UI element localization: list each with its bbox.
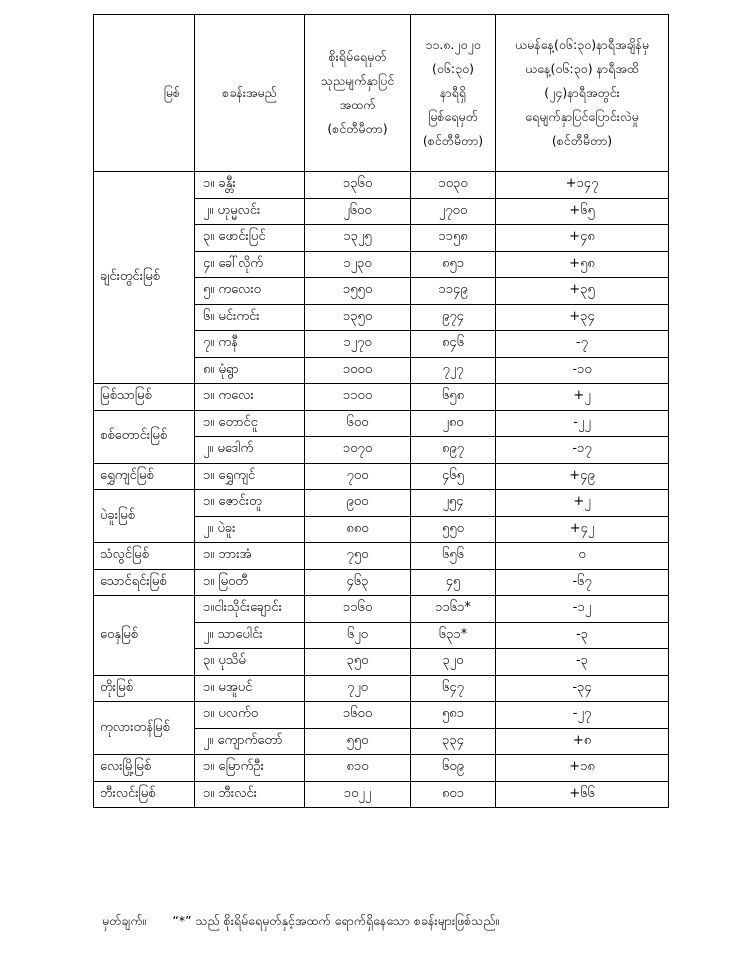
danger-level: ၁၃၂၅ bbox=[305, 225, 411, 252]
level-change: -၇ bbox=[496, 331, 669, 358]
level-change: -၁၀ bbox=[496, 357, 669, 384]
station-name: ၁။ ဘားအံ bbox=[195, 543, 305, 570]
river-name: ဝေနှမြစ် bbox=[94, 596, 195, 676]
station-name: ၁။ ပလက်ဝ bbox=[195, 702, 305, 729]
station-name: ၁။ မအူပင် bbox=[195, 675, 305, 702]
river-name: စစ်တောင်းမြစ် bbox=[94, 410, 195, 463]
danger-level: ၁၅၅၀ bbox=[305, 278, 411, 305]
danger-level: ၁၁၀၀ bbox=[305, 384, 411, 411]
header-river: မြစ် bbox=[94, 15, 195, 172]
footnote-text: “*” သည် စိုးရိမ်ရေမှတ်နှင့်အထက် ရောက်ရှိနေသော စခန်းများဖြစ်သည်။ bbox=[172, 913, 500, 928]
station-name: ၁။ ဇောင်းတူ bbox=[195, 490, 305, 517]
danger-level: ၁၀၂၂ bbox=[305, 781, 411, 808]
water-level: ၂၈၀ bbox=[411, 410, 496, 437]
station-name: ၂။ မဒေါက် bbox=[195, 437, 305, 464]
station-name: ၁။ ဘီးလင်း bbox=[195, 781, 305, 808]
station-name: ၆။ မင်းကင်း bbox=[195, 304, 305, 331]
water-level: ၅၈၁ bbox=[411, 702, 496, 729]
danger-level: ၇၀၀ bbox=[305, 463, 411, 490]
station-name: ၁။ မြဝတီ bbox=[195, 569, 305, 596]
river-name: ပဲခူးမြစ် bbox=[94, 490, 195, 543]
station-name: ၁။ ခန္တီး bbox=[195, 172, 305, 199]
level-change: ၀ bbox=[496, 543, 669, 570]
station-name: ၃။ ဖောင်းပြင် bbox=[195, 225, 305, 252]
table-row bbox=[94, 463, 669, 490]
header-station: စခန်းအမည် bbox=[195, 15, 305, 172]
water-level: ၆၅၆ bbox=[411, 543, 496, 570]
danger-level: ၄၆၃ bbox=[305, 569, 411, 596]
level-change: +၆၆ bbox=[496, 781, 669, 808]
table-row bbox=[94, 490, 669, 517]
water-level: ၆၄၇ bbox=[411, 675, 496, 702]
station-name: ၁။ ကလေး bbox=[195, 384, 305, 411]
water-level: ၃၂၀ bbox=[411, 649, 496, 676]
level-change: +၁၈ bbox=[496, 755, 669, 782]
water-level: ၇၂၇ bbox=[411, 357, 496, 384]
danger-level: ၇၅၀ bbox=[305, 543, 411, 570]
header-danger-level: စိုးရိမ်ရေမှတ် သုညမျက်နှာပြင် အထက် (စင်တီမီတာ) bbox=[305, 15, 411, 172]
station-name: ၂။ ဟုမ္မလင်း bbox=[195, 198, 305, 225]
water-level: ၈၅၁ bbox=[411, 251, 496, 278]
water-level-table bbox=[93, 14, 669, 808]
water-level: ၄၆၅ bbox=[411, 463, 496, 490]
danger-level: ၆၀၀ bbox=[305, 410, 411, 437]
water-level: ၈၀၁ bbox=[411, 781, 496, 808]
level-change: -၁၇ bbox=[496, 437, 669, 464]
footnote bbox=[102, 913, 499, 932]
level-change: -၂၇ bbox=[496, 702, 669, 729]
station-name: ၃။ ပုသိမ် bbox=[195, 649, 305, 676]
level-change: +၄၂ bbox=[496, 516, 669, 543]
level-change: +၅၈ bbox=[496, 251, 669, 278]
station-name: ၁။ တောင်ငူ bbox=[195, 410, 305, 437]
station-name: ၇။ ကနီ bbox=[195, 331, 305, 358]
water-level: ၆၃၁* bbox=[411, 622, 496, 649]
river-name: မြစ်သာမြစ် bbox=[94, 384, 195, 411]
water-level: ၃၃၄ bbox=[411, 728, 496, 755]
water-level: ၅၅၀ bbox=[411, 516, 496, 543]
header-water-level: ၁၁.၈.၂၀၂၀ (၀၆:၃၀) နာရီရှိ မြစ်ရေမှတ် (စင်တီမီတာ) bbox=[411, 15, 496, 172]
river-name: သောင်ရင်းမြစ် bbox=[94, 569, 195, 596]
level-change: +၄၈ bbox=[496, 225, 669, 252]
danger-level: ၁၂၃၀ bbox=[305, 251, 411, 278]
river-name: ဘီးလင်းမြစ် bbox=[94, 781, 195, 808]
water-level: ၆၀၉ bbox=[411, 755, 496, 782]
level-change: +၂ bbox=[496, 490, 669, 517]
station-name: ၈။ မုံရွာ bbox=[195, 357, 305, 384]
water-level: ၁၁၅၈ bbox=[411, 225, 496, 252]
water-level: ၂၇၀၀ bbox=[411, 198, 496, 225]
table-row bbox=[94, 569, 669, 596]
table-row bbox=[94, 596, 669, 623]
danger-level: ၃၅၀ bbox=[305, 649, 411, 676]
water-level: ၈၄၆ bbox=[411, 331, 496, 358]
level-change: -၃ bbox=[496, 622, 669, 649]
footnote-label: မှတ်ချက်။ bbox=[102, 913, 147, 928]
water-level: ၄၅ bbox=[411, 569, 496, 596]
level-change: -၂၂ bbox=[496, 410, 669, 437]
level-change: +၃၄ bbox=[496, 304, 669, 331]
station-name: ၁။ မြောက်ဦး bbox=[195, 755, 305, 782]
water-level: ၉၇၄ bbox=[411, 304, 496, 331]
level-change: -၃ bbox=[496, 649, 669, 676]
station-name: ၁။ ရွှေကျင် bbox=[195, 463, 305, 490]
level-change: +၂ bbox=[496, 384, 669, 411]
table-row bbox=[94, 410, 669, 437]
table-row bbox=[94, 781, 669, 808]
table-row bbox=[94, 675, 669, 702]
river-name: ကုလားတန်မြစ် bbox=[94, 702, 195, 755]
table-row bbox=[94, 172, 669, 199]
water-level: ၂၅၄ bbox=[411, 490, 496, 517]
river-name: တိုးမြစ် bbox=[94, 675, 195, 702]
danger-level: ၁၀၇၀ bbox=[305, 437, 411, 464]
level-change: -၃၄ bbox=[496, 675, 669, 702]
level-change: +၁၄၇ bbox=[496, 172, 669, 199]
water-level: ၁၁၄၉ bbox=[411, 278, 496, 305]
level-change: -၆၇ bbox=[496, 569, 669, 596]
station-name: ၂။ သာပေါင်း bbox=[195, 622, 305, 649]
danger-level: ၂၆၀၀ bbox=[305, 198, 411, 225]
station-name: ၂။ ပဲခူး bbox=[195, 516, 305, 543]
level-change: +၈ bbox=[496, 728, 669, 755]
danger-level: ၈၈၀ bbox=[305, 516, 411, 543]
danger-level: ၅၅၀ bbox=[305, 728, 411, 755]
station-name: ၂။ ကျောက်တော် bbox=[195, 728, 305, 755]
danger-level: ၁၁၆၀ bbox=[305, 596, 411, 623]
danger-level: ၆၂၀ bbox=[305, 622, 411, 649]
table-row bbox=[94, 543, 669, 570]
danger-level: ၇၂၀ bbox=[305, 675, 411, 702]
level-change: +၆၅ bbox=[496, 198, 669, 225]
level-change: -၁၂ bbox=[496, 596, 669, 623]
station-name: ၄။ ခေါ်လိုက် bbox=[195, 251, 305, 278]
river-name: သံလွင်မြစ် bbox=[94, 543, 195, 570]
river-name: လေးမြို့မြစ် bbox=[94, 755, 195, 782]
danger-level: ၈၁၀ bbox=[305, 755, 411, 782]
water-level: ၁၁၆၁* bbox=[411, 596, 496, 623]
danger-level: ၁၆၀၀ bbox=[305, 702, 411, 729]
danger-level: ၁၀၀၀ bbox=[305, 357, 411, 384]
station-name: ၅။ ကလေးဝ bbox=[195, 278, 305, 305]
level-change: +၃၅ bbox=[496, 278, 669, 305]
water-level: ၁၀၃၀ bbox=[411, 172, 496, 199]
danger-level: ၁၃၅၀ bbox=[305, 304, 411, 331]
danger-level: ၁၃၆၀ bbox=[305, 172, 411, 199]
danger-level: ၉၀၀ bbox=[305, 490, 411, 517]
level-change: +၄၉ bbox=[496, 463, 669, 490]
table-row bbox=[94, 384, 669, 411]
river-name: ချင်းတွင်းမြစ် bbox=[94, 172, 195, 384]
table-row bbox=[94, 702, 669, 729]
table-row bbox=[94, 755, 669, 782]
station-name: ၁။ငါးသိုင်းချောင်း bbox=[195, 596, 305, 623]
header-change: ယမန်နေ့(၀၆:၃၀)နာရီအချိန်မှ ယနေ့(၀၆:၃၀) နာရီအထိ (၂၄)နာရီအတွင်း ရေမျက်နှာပြင်ပြောင်းလဲမှု (စင်တီမီတာ) bbox=[496, 15, 669, 172]
water-level: ၆၅၈ bbox=[411, 384, 496, 411]
river-name: ရွှေကျင်မြစ် bbox=[94, 463, 195, 490]
header-row bbox=[94, 15, 669, 172]
water-level: ၈၉၇ bbox=[411, 437, 496, 464]
danger-level: ၁၂၇၀ bbox=[305, 331, 411, 358]
